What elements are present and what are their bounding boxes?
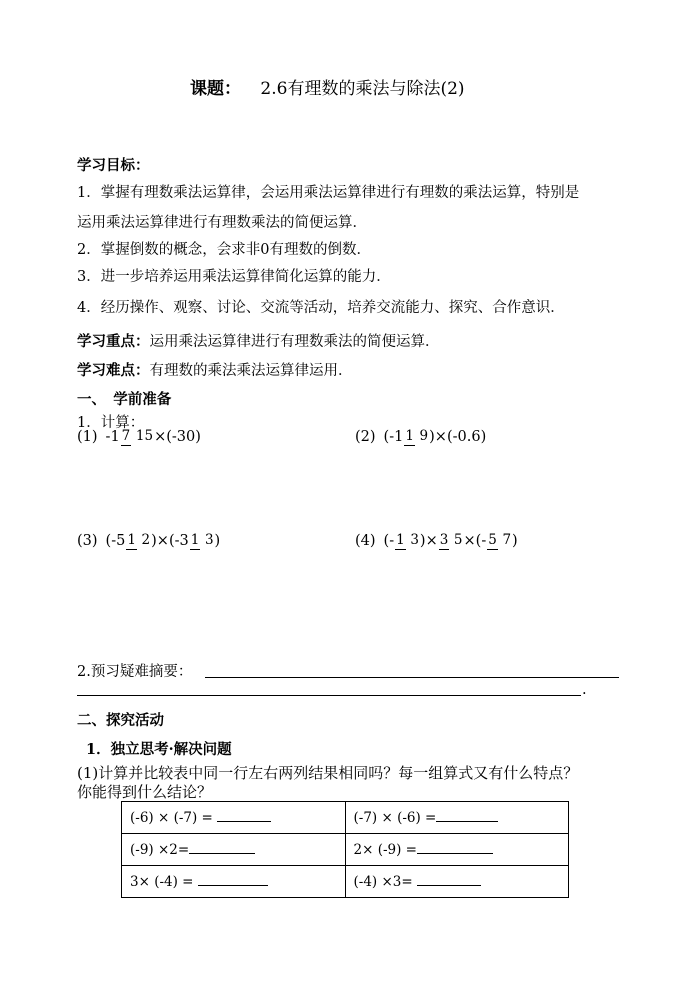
expression: (-4) ×3=	[353, 874, 413, 890]
problem-3-index: (3)	[77, 533, 98, 550]
objective-1-line-1: 1．掌握有理数乘法运算律，会运用乘法运算律进行有理数的乘法运算，特别是	[77, 185, 580, 201]
problem-4-fraction-1	[395, 533, 419, 550]
prompt-line-2: 你能得到什么结论？	[77, 783, 213, 801]
problem-3-fraction-2	[190, 533, 214, 550]
problem-4-middle-1: )×	[419, 533, 438, 550]
fraction-numerator: 1	[190, 532, 200, 548]
expression: 3× (-4) =	[130, 874, 194, 890]
key-point-label: 学习重点：	[77, 333, 150, 350]
question-1: 1．计算：	[77, 415, 145, 431]
problem-2-whole: (-1	[383, 429, 404, 446]
objective-2: 2．掌握倒数的概念，会求非0有理数的倒数．	[77, 242, 371, 258]
table-cell	[122, 866, 346, 898]
table-cell	[122, 834, 346, 866]
fraction-numerator: 7	[121, 428, 131, 444]
objective-1-line-2: 运用乘法运算律进行有理数乘法的简便运算．	[77, 215, 367, 231]
problem-3-fraction-1	[126, 533, 150, 550]
problem-3-rest: )	[214, 533, 221, 550]
objective-3: 3．进一步培养运用乘法运算律简化运算的能力．	[77, 269, 391, 285]
answer-blank[interactable]	[436, 809, 498, 822]
fraction-numerator: 1	[405, 428, 414, 444]
problem-4	[355, 533, 518, 550]
prompt-line-1: (1)计算并比较表中同一行左右两列结果相同吗？每一组算式又有什么特点？	[77, 764, 579, 782]
problem-4-rest: )	[512, 533, 518, 550]
table-row	[122, 802, 569, 834]
problem-3	[77, 533, 220, 550]
answer-line-end: .	[582, 682, 587, 698]
fraction-numerator: 3	[439, 532, 449, 548]
difficulty	[77, 359, 353, 380]
expression: 2× (-9) =	[353, 842, 417, 858]
problem-2-index: (2)	[355, 429, 376, 446]
problem-1-fraction	[121, 429, 153, 446]
problem-4-middle-2: ×(-	[463, 533, 487, 550]
answer-line-2[interactable]	[77, 695, 581, 696]
problem-1	[77, 429, 201, 446]
objectives-heading: 学习目标：	[77, 157, 150, 174]
answer-blank[interactable]	[417, 873, 481, 886]
expression: (-7) × (-6) =	[353, 810, 437, 826]
problem-2-fraction	[404, 429, 428, 446]
expression: (-6) × (-7) =	[130, 810, 213, 826]
table-cell	[345, 834, 569, 866]
problem-1-rest: ×(-30)	[154, 429, 201, 446]
problem-2-rest: )×(-0.6)	[429, 429, 487, 446]
title-text: 2.6有理数的乘法与除法(2)	[260, 79, 465, 99]
fraction-denominator: 2	[141, 532, 151, 548]
table-row	[122, 834, 569, 866]
problem-2	[355, 429, 486, 446]
fraction-denominator: 3	[204, 532, 214, 548]
fraction-numerator: 1	[396, 532, 405, 548]
objective-4: 4．经历操作、观察、讨论、交流等活动，培养交流能力、探究、合作意识．	[77, 300, 565, 316]
difficulty-text: 有理数的乘法乘法运算律运用．	[149, 363, 353, 379]
fraction-denominator: 3	[410, 532, 419, 548]
answer-blank[interactable]	[189, 841, 255, 854]
problem-3-whole-1: (-5	[105, 533, 126, 550]
comparison-table	[121, 801, 569, 898]
fraction-denominator: 7	[502, 532, 512, 548]
answer-blank[interactable]	[217, 809, 271, 822]
question-2: 2.预习疑难摘要：	[77, 664, 193, 680]
problem-4-fraction-2	[439, 533, 463, 550]
expression: (-9) ×2=	[130, 842, 190, 858]
table-row	[122, 866, 569, 898]
subsection-1-heading: 1．独立思考·解决问题	[86, 741, 232, 758]
key-point	[77, 330, 440, 351]
key-point-text: 运用乘法运算律进行有理数乘法的简便运算．	[149, 334, 440, 350]
problem-4-open: (-	[383, 533, 395, 550]
problem-1-whole: -1	[105, 429, 120, 446]
fraction-denominator: 9	[419, 428, 429, 444]
table-cell	[345, 866, 569, 898]
problem-4-fraction-3	[487, 533, 511, 550]
table-cell	[122, 802, 346, 834]
problem-3-middle: )×(-3	[151, 533, 189, 550]
section-2-heading: 二、探究活动	[77, 712, 164, 729]
problem-4-index: (4)	[355, 533, 376, 550]
title-label: 课题：	[190, 79, 241, 99]
problem-1-index: (1)	[77, 429, 98, 446]
answer-line-1[interactable]	[205, 677, 619, 678]
fraction-denominator: 15	[135, 428, 154, 444]
fraction-denominator: 5	[453, 532, 463, 548]
answer-blank[interactable]	[198, 873, 268, 886]
fraction-numerator: 1	[127, 532, 136, 548]
difficulty-label: 学习难点：	[77, 362, 150, 379]
section-1-heading: 一、 学前准备	[77, 391, 172, 408]
table-cell	[345, 802, 569, 834]
page-title	[190, 74, 465, 99]
fraction-numerator: 5	[488, 532, 497, 548]
answer-blank[interactable]	[417, 841, 493, 854]
